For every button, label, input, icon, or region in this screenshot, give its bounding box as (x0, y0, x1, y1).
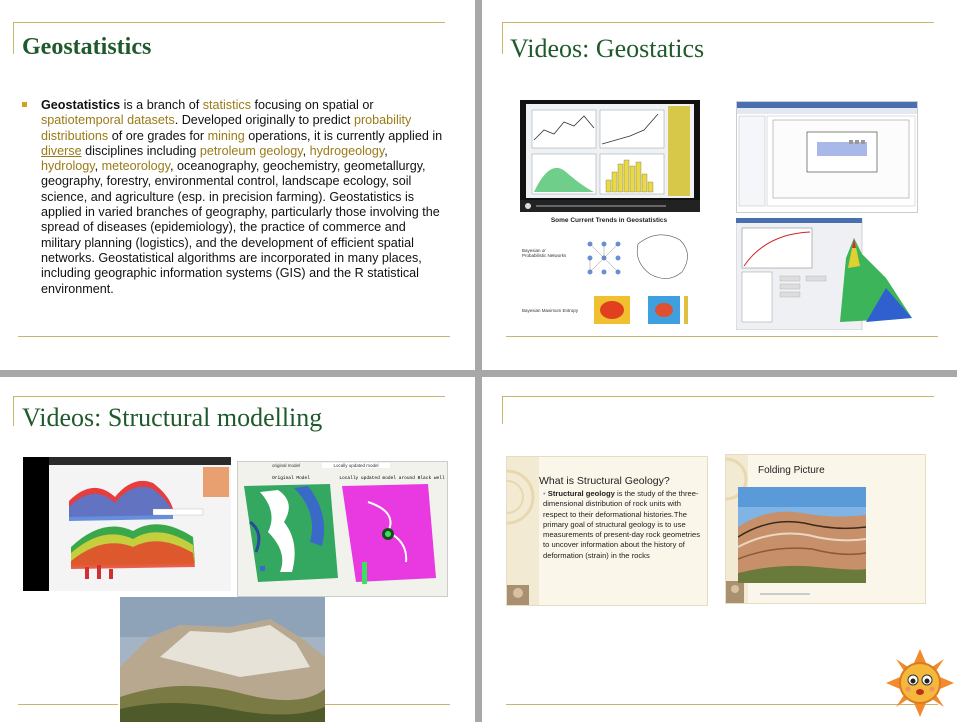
mountain-photo (120, 597, 325, 722)
bottom-rule (18, 704, 118, 705)
text-fragment: operations, it is currently applied in (244, 128, 443, 143)
text-fragment: , (94, 159, 102, 174)
bottom-rule-right (325, 704, 450, 705)
panel-original-title: Original Model (272, 476, 310, 481)
top-rule (502, 22, 934, 23)
charts-screenshot (520, 100, 700, 212)
link-diverse[interactable]: diverse (41, 143, 82, 158)
trends-slide-thumbnail (518, 214, 700, 338)
card1-text: is the study of the three-dimensional distribution of rock units with respect to their deformational histories.The primary goal of structural geology is to use measurements of present-day rock geometries to uncover information about the history of deformation (strain) in the rocks (543, 489, 701, 560)
top-rule (13, 396, 445, 397)
model-comparison-graphics (238, 462, 447, 596)
text-fragment: focusing on spatial or (251, 98, 374, 112)
trends-graphics (518, 214, 700, 338)
folding-photo (738, 487, 866, 583)
model-comparison-screenshot (237, 461, 448, 597)
slide-title: Videos: Structural modelling (22, 403, 323, 432)
slide-title: Geostatistics (22, 34, 152, 60)
link-hydrogeology[interactable]: hydrogeology (309, 143, 385, 158)
text-fragment: , (302, 143, 310, 158)
left-rule (502, 396, 503, 424)
text-fragment: . Developed originally to predict (174, 113, 354, 128)
top-rule (502, 396, 934, 397)
bullet-paragraph (41, 98, 446, 297)
mountain-graphics (120, 597, 325, 722)
sun-mascot-icon (886, 649, 954, 717)
text-fragment: is a branch of (120, 98, 203, 112)
text-fragment: , (384, 143, 388, 158)
link-hydrology[interactable]: hydrology (41, 159, 95, 174)
text-fragment: disciplines including (81, 143, 200, 158)
card1-body (543, 489, 703, 561)
structural-geology-card (507, 457, 707, 605)
folding-picture-card (726, 455, 925, 603)
link-petroleum-geology[interactable]: petroleum geology (199, 143, 303, 158)
slide-structural-geology[interactable] (482, 377, 957, 722)
text-fragment: , oceanography, geochemistry, geometallurgy, geography, forestry, environmental control, landscape ecology, soil science, and agriculture (esp. in precision farming). Geostatistics is applied in varied branches of geography, particularly those involving the spread of diseases (epidemiology), the practice of commerce and military planning (logistics), and the development of efficient spatial networks. Geostatistical algorithms are incorporated in many places, including geographic information systems (GIS) and the R statistical environment. (41, 159, 440, 296)
trends-title: Some Current Trends in Geostatistics (550, 217, 668, 224)
link-meteorology[interactable]: meteorology (101, 159, 171, 174)
software-screenshot (736, 101, 918, 213)
slide-title: Videos: Geostatics (510, 34, 705, 63)
video-geostat-charts[interactable] (520, 100, 700, 212)
bayesian-networks-label: Bayesian or Probabilistic Networks (522, 248, 567, 258)
body-text (22, 98, 446, 297)
variogram-graphics (736, 218, 916, 330)
software-window (737, 102, 917, 212)
link-spatiotemporal-datasets[interactable]: spatiotemporal datasets (41, 113, 175, 128)
top-rule (13, 22, 445, 23)
structural-model-graphics (23, 457, 231, 591)
slide-geostatistics[interactable] (0, 0, 475, 370)
card2-title: Folding Picture (758, 465, 825, 476)
panel-updated-title: Locally updated model around Black well (339, 476, 445, 481)
bullet-marker (22, 102, 27, 107)
term-geostatistics: Geostatistics (41, 98, 121, 112)
text-fragment: of ore grades for (108, 128, 208, 143)
variogram-3d-screenshot (736, 218, 916, 330)
slide-videos-structural-modelling[interactable] (0, 377, 475, 722)
video-structural-model[interactable] (23, 457, 231, 591)
bottom-rule (506, 336, 938, 337)
max-entropy-label: Bayesian Maximum Entropy (522, 308, 579, 313)
slide-videos-geostatics[interactable] (482, 0, 957, 370)
card1-title: What is Structural Geology? (539, 475, 670, 487)
tab-locally-updated-model: Locally updated model (322, 463, 390, 468)
tab-original-model: original model (271, 463, 300, 468)
card1-bullet: • (543, 489, 548, 498)
link-probability-distributions[interactable]: probability distributions (41, 113, 412, 143)
card-ornament (507, 457, 539, 605)
link-statistics[interactable]: statistics (202, 98, 251, 112)
card1-term: Structural geology (547, 489, 615, 498)
link-mining[interactable]: mining (207, 128, 245, 143)
left-rule (13, 22, 14, 54)
left-rule (502, 22, 503, 54)
bottom-rule (506, 704, 938, 705)
bottom-rule (18, 336, 450, 337)
left-rule (13, 396, 14, 426)
